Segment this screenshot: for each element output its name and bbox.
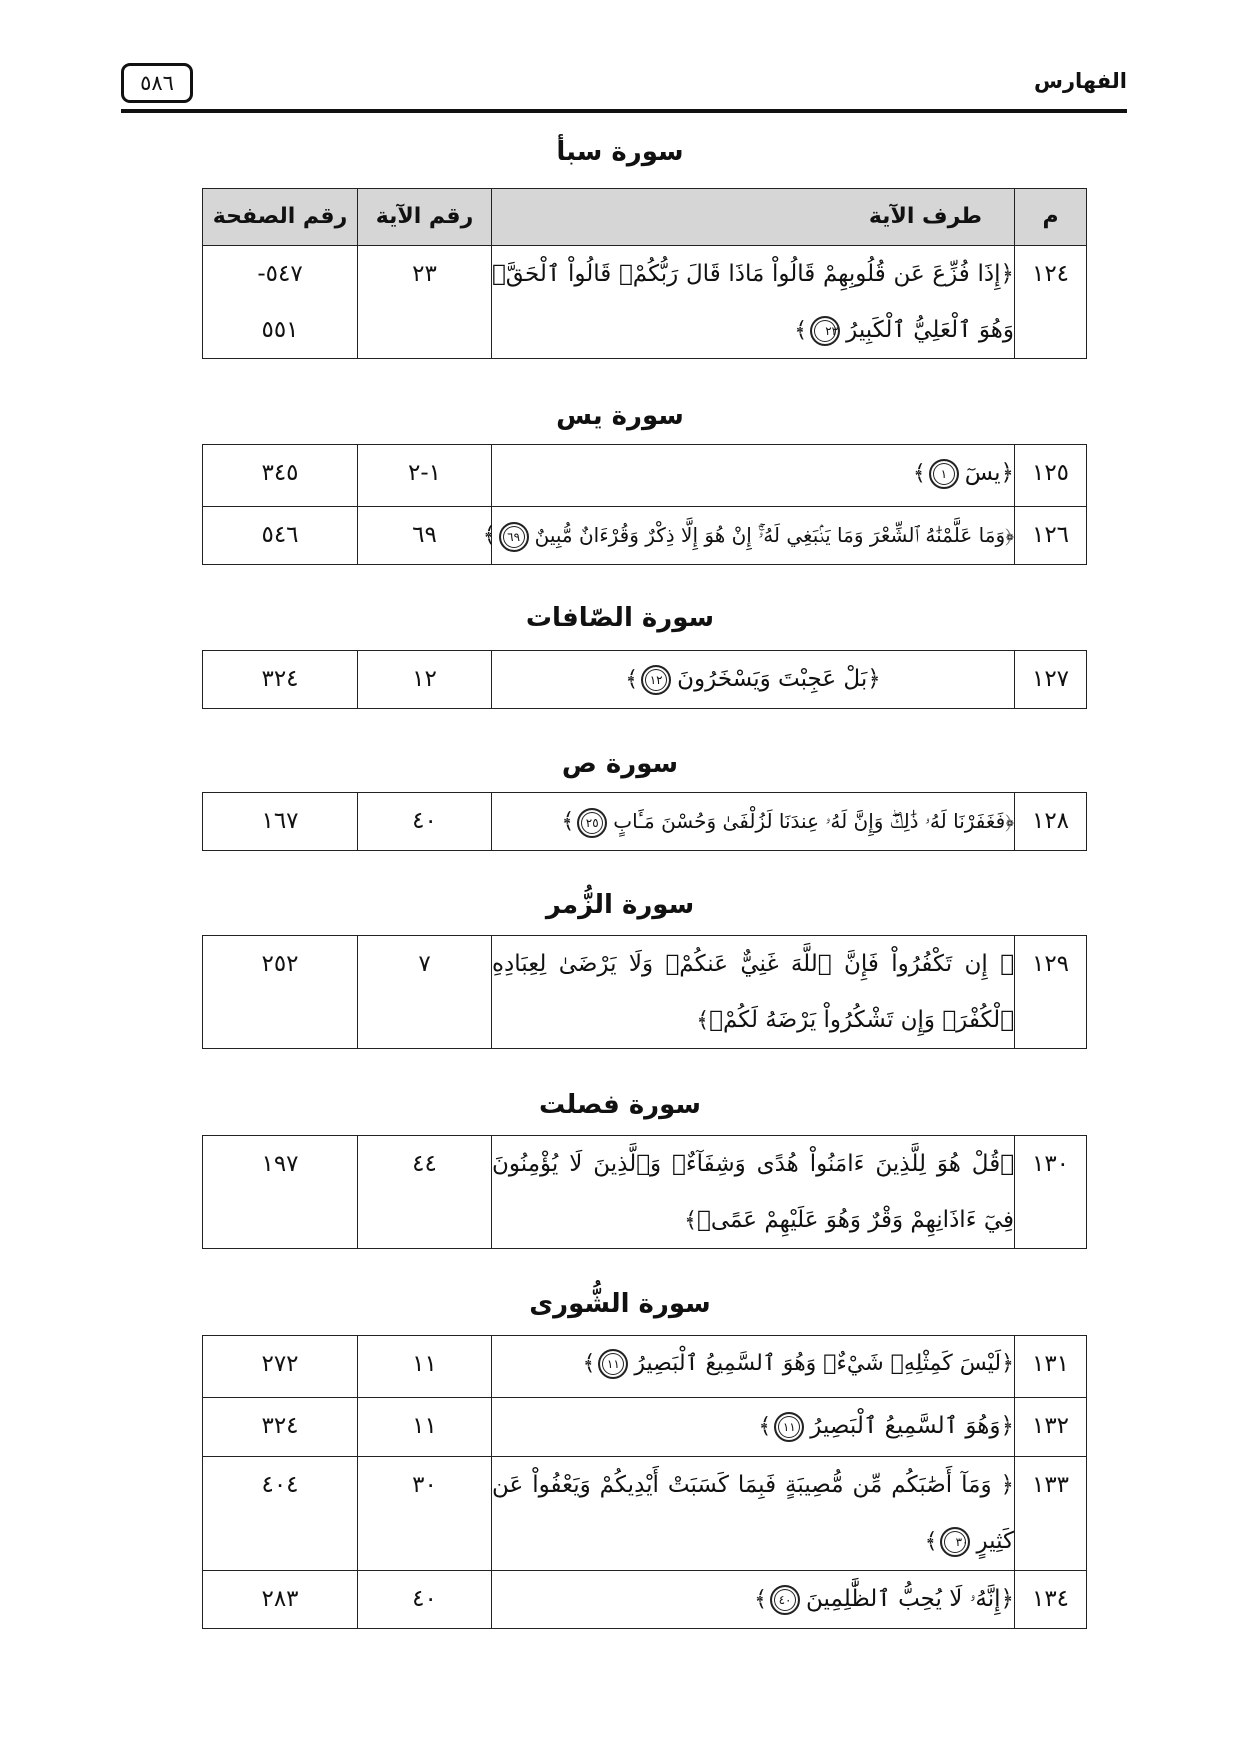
ayah-number: ١١ bbox=[358, 1398, 492, 1457]
verse-text: ﴿فَغَفَرْنَا لَهُۥ ذَٰلِكَۖ وَإِنَّ لَهُۥ عِندَنَا لَزُلْفَىٰ وَحُسْنَ مَـَٔابٍ bbox=[613, 809, 1014, 833]
entry-number: ١٣٠ bbox=[1015, 1136, 1087, 1249]
verse-text: ﴿إِنَّهُۥ لَا يُحِبُّ ٱلظَّٰلِمِينَ bbox=[806, 1586, 1014, 1612]
verse-text: ﴿قُلْ هُوَ لِلَّذِينَ ءَامَنُواْ هُدًى وَشِفَآءٌۚ وَٱلَّذِينَ لَا يُؤْمِنُونَ فِيٓ ءَاذَانِهِمْ وَقْرٌ وَهُوَ عَلَيْهِمْ عَمًىۚ bbox=[492, 1151, 1014, 1233]
table-row bbox=[203, 445, 1087, 507]
verse-text: ﴿إِذَا فُزِّعَ عَن قُلُوبِهِمْ قَالُواْ مَاذَا قَالَ رَبُّكُمْۖ قَالُواْ ٱلْحَقَّۖ وَهُوَ ٱلْعَلِيُّ ٱلْكَبِيرُ bbox=[492, 261, 1014, 343]
table-row bbox=[203, 1571, 1087, 1629]
closing-ornate-bracket: ﴾ bbox=[561, 809, 575, 834]
page-number: ٢٨٣ bbox=[203, 1571, 358, 1629]
page-number: ٣٤٥ bbox=[203, 445, 358, 507]
ayah-end-marker: ٤٠ bbox=[770, 1585, 800, 1615]
index-table bbox=[202, 650, 1087, 709]
column-header-page: رقم الصفحة bbox=[203, 189, 358, 246]
index-table bbox=[202, 935, 1087, 1049]
entry-number: ١٢٤ bbox=[1015, 246, 1087, 359]
table-row bbox=[203, 246, 1087, 359]
surah-title: سورة فصلت bbox=[538, 1090, 702, 1120]
verse-text: ﴿لَيْسَ كَمِثْلِهِۦ شَيْءٌۖ وَهُوَ ٱلسَّمِيعُ ٱلْبَصِيرُ bbox=[634, 1351, 1014, 1376]
verse-cell bbox=[492, 246, 1015, 359]
ayah-number: ٢٣ bbox=[358, 246, 492, 359]
column-header-ayah: رقم الآية bbox=[358, 189, 492, 246]
ayah-end-marker: ٢٣ bbox=[810, 316, 840, 346]
surah-title: سورة الزُّمر bbox=[545, 890, 695, 920]
verse-cell bbox=[492, 445, 1015, 507]
closing-ornate-bracket: ﴾ bbox=[625, 667, 639, 692]
page-number: ٥٤٧- bbox=[257, 261, 303, 287]
surah-title: سورة ص bbox=[561, 749, 679, 779]
table-row bbox=[203, 793, 1087, 851]
entry-number: ١٣٢ bbox=[1015, 1398, 1087, 1457]
page-number: ١٦٧ bbox=[203, 793, 358, 851]
index-table bbox=[202, 188, 1087, 359]
verse-cell bbox=[492, 1457, 1015, 1571]
entry-number: ١٣٣ bbox=[1015, 1457, 1087, 1571]
page-number: ١٩٧ bbox=[203, 1136, 358, 1249]
verse-text: ﴿يسٓ bbox=[964, 460, 1014, 486]
page-number-continued: ٥٥١ bbox=[261, 317, 299, 343]
surah-title: سورة يس bbox=[556, 401, 684, 431]
verse-text: ﴿ وَمَآ أَصَٰبَكُم مِّن مُّصِيبَةٍ فَبِمَا كَسَبَتْ أَيْدِيكُمْ وَيَعْفُواْ عَن كَثِيرٍ bbox=[492, 1472, 1014, 1554]
ayah-end-marker: ٣٠ bbox=[940, 1527, 970, 1557]
ayah-number: ١١ bbox=[358, 1336, 492, 1398]
running-header-title: الفهارس bbox=[1033, 69, 1127, 93]
ayah-number: ٦٩ bbox=[358, 507, 492, 565]
table-row bbox=[203, 1336, 1087, 1398]
verse-cell bbox=[492, 936, 1015, 1049]
closing-ornate-bracket: ﴾ bbox=[482, 523, 496, 548]
page-number: ٥٤٦ bbox=[203, 507, 358, 565]
page-number: ٢٧٢ bbox=[203, 1336, 358, 1398]
column-header-index: م bbox=[1015, 189, 1087, 246]
verse-text: ﴿وَمَا عَلَّمْنَٰهُ ٱلشِّعْرَ وَمَا يَنۢبَغِي لَهُۥٓۚ إِنْ هُوَ إِلَّا ذِكْرٌ وَقُرْءَانٌ مُّبِينٌ bbox=[534, 523, 1014, 547]
table-row bbox=[203, 507, 1087, 565]
table-row bbox=[203, 1457, 1087, 1571]
closing-ornate-bracket: ﴾ bbox=[754, 1587, 768, 1612]
closing-ornate-bracket: ﴾ bbox=[794, 318, 808, 343]
index-table bbox=[202, 792, 1087, 851]
page-number-box: ٥٨٦ bbox=[121, 63, 193, 103]
closing-ornate-bracket: ﴾ bbox=[684, 1208, 698, 1233]
verse-text-block bbox=[492, 1457, 1014, 1569]
ayah-number: ٧ bbox=[358, 936, 492, 1049]
entry-number: ١٢٦ bbox=[1015, 507, 1087, 565]
surah-title: سورة الشُّورى bbox=[529, 1289, 711, 1319]
entry-number: ١٣٤ bbox=[1015, 1571, 1087, 1629]
ayah-number: ٤٤ bbox=[358, 1136, 492, 1249]
entry-number: ١٢٩ bbox=[1015, 936, 1087, 1049]
entry-number: ١٢٨ bbox=[1015, 793, 1087, 851]
table-row bbox=[203, 936, 1087, 1049]
ayah-end-marker: ١ bbox=[929, 459, 959, 489]
ayah-number: ٤٠ bbox=[358, 793, 492, 851]
verse-text: ﴿ إِن تَكْفُرُواْ فَإِنَّ ٱللَّهَ غَنِيٌّ عَنكُمْۖ وَلَا يَرْضَىٰ لِعِبَادِهِ ٱلْكُفْرَۖ وَإِن تَشْكُرُواْ يَرْضَهُ لَكُمْۗ bbox=[492, 951, 1014, 1033]
page-number: ٤٠٤ bbox=[203, 1457, 358, 1571]
table-header-row bbox=[203, 189, 1087, 246]
ayah-number: ٤٠ bbox=[358, 1571, 492, 1629]
closing-ornate-bracket: ﴾ bbox=[912, 461, 926, 486]
page-number: ٣٢٤ bbox=[203, 651, 358, 709]
closing-ornate-bracket: ﴾ bbox=[924, 1529, 938, 1554]
header-rule bbox=[121, 109, 1127, 113]
ayah-end-marker: ٦٩ bbox=[499, 522, 529, 552]
surah-title: سورة سبأ bbox=[556, 137, 684, 167]
entry-number: ١٣١ bbox=[1015, 1336, 1087, 1398]
ayah-number: ١٢ bbox=[358, 651, 492, 709]
entry-number: ١٢٧ bbox=[1015, 651, 1087, 709]
verse-cell bbox=[492, 1336, 1015, 1398]
ayah-number: ١-٢ bbox=[358, 445, 492, 507]
ayah-end-marker: ١٢ bbox=[641, 665, 671, 695]
verse-cell bbox=[492, 651, 1015, 709]
ayah-end-marker: ٢٥ bbox=[577, 808, 607, 838]
page-number: ٢٥٢ bbox=[203, 936, 358, 1049]
ayah-end-marker: ١١ bbox=[774, 1412, 804, 1442]
ayah-number: ٣٠ bbox=[358, 1457, 492, 1571]
verse-cell bbox=[492, 793, 1015, 851]
verse-text: ﴿وَهُوَ ٱلسَّمِيعُ ٱلْبَصِيرُ bbox=[810, 1413, 1014, 1439]
verse-cell bbox=[482, 507, 1015, 565]
index-table bbox=[202, 1135, 1087, 1249]
verse-text: ﴿بَلْ عَجِبْتَ وَيَسْخَرُونَ bbox=[677, 666, 881, 692]
index-table bbox=[202, 444, 1087, 565]
column-header-verse: طرف الآية bbox=[492, 189, 1015, 246]
table-row bbox=[203, 1398, 1087, 1457]
verse-cell bbox=[492, 1136, 1015, 1249]
entry-number: ١٢٥ bbox=[1015, 445, 1087, 507]
page-number: ٣٢٤ bbox=[203, 1398, 358, 1457]
verse-text-block bbox=[492, 936, 1014, 1048]
ayah-end-marker: ١١ bbox=[598, 1349, 628, 1379]
table-row bbox=[203, 1136, 1087, 1249]
verse-cell bbox=[492, 1571, 1015, 1629]
closing-ornate-bracket: ﴾ bbox=[582, 1351, 596, 1376]
surah-title: سورة الصّافات bbox=[525, 603, 715, 633]
closing-ornate-bracket: ﴾ bbox=[696, 1008, 710, 1033]
closing-ornate-bracket: ﴾ bbox=[758, 1414, 772, 1439]
table-row bbox=[203, 651, 1087, 709]
verse-cell bbox=[492, 1398, 1015, 1457]
page-number-cell bbox=[203, 246, 358, 359]
verse-text-block bbox=[492, 246, 1014, 358]
verse-text-block bbox=[492, 1136, 1014, 1248]
index-table bbox=[202, 1335, 1087, 1629]
